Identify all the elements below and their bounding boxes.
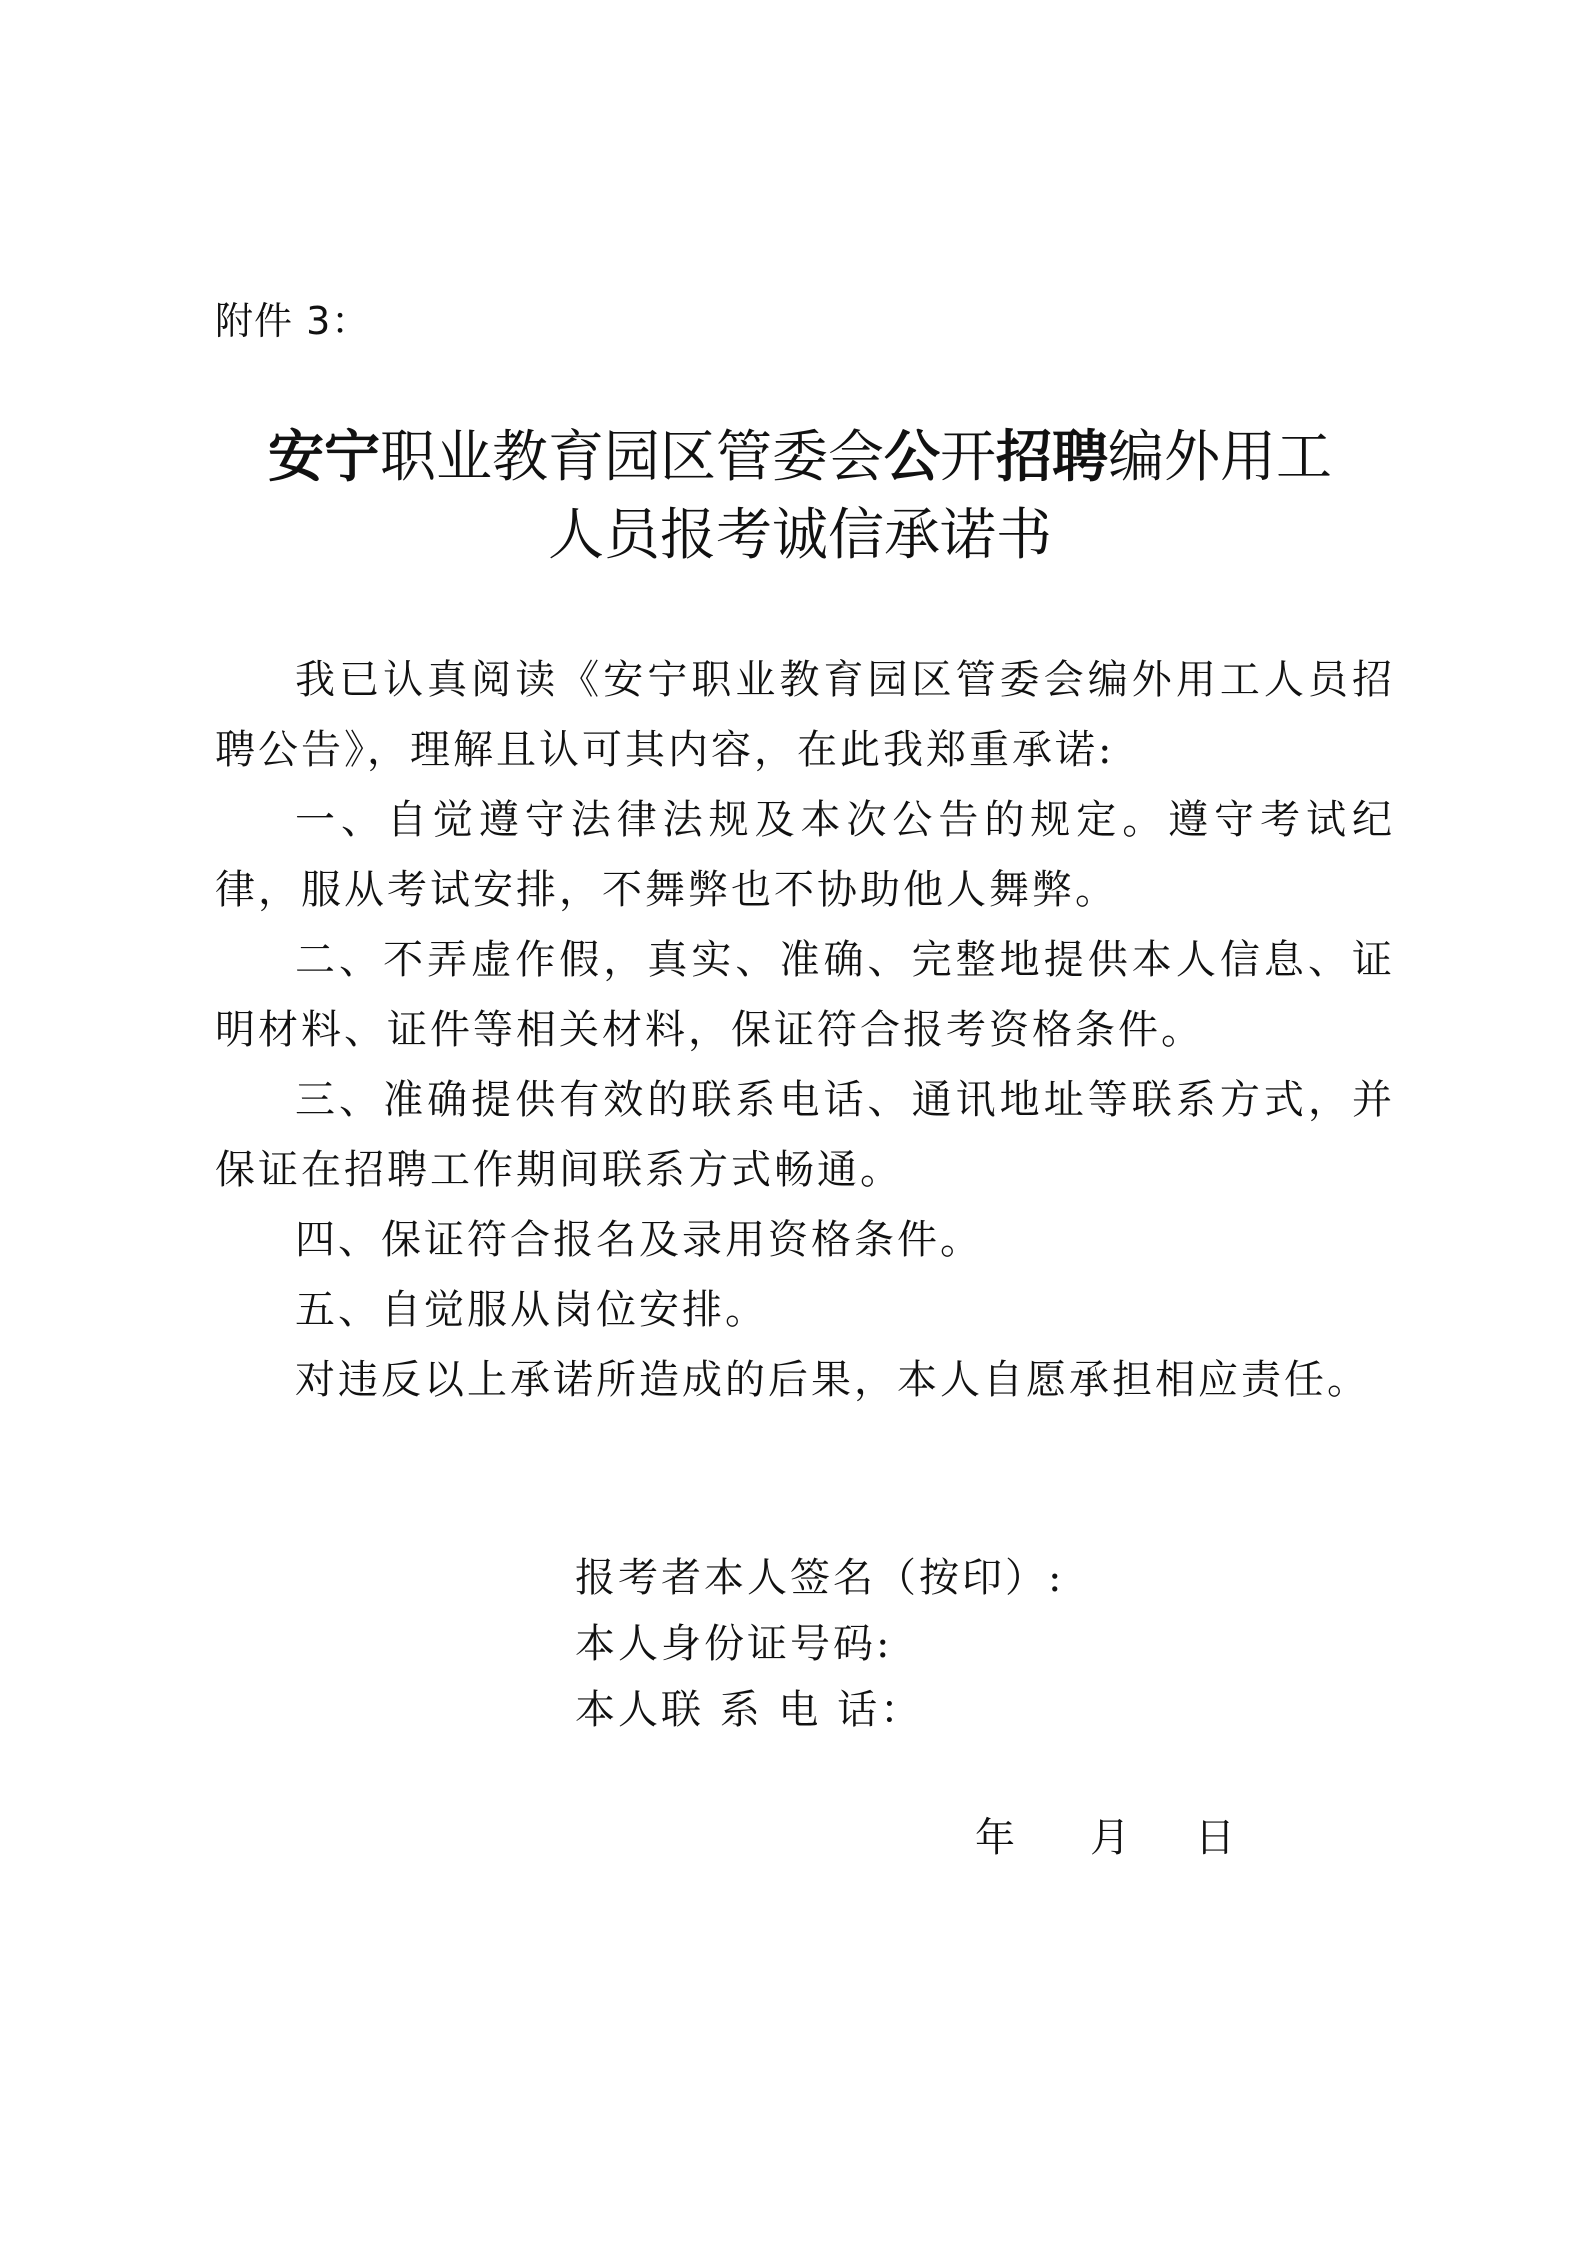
commitment-item-4: 四、保证符合报名及录用资格条件。 [295, 1217, 983, 1263]
commitment-item-3: 三、准确提供有效的联系电话、通讯地址等联系方式，并保证在招聘工作期间联系方式畅通。 [215, 1077, 1395, 1193]
commitment-body [215, 645, 1395, 1415]
date-year: 年 [975, 1815, 1015, 1861]
date-line [975, 1808, 1235, 1868]
intro-paragraph: 我已认真阅读《安宁职业教育园区管委会编外用工人员招聘公告》，理解且认可其内容，在此我郑重承诺: [215, 657, 1395, 773]
title-line-2: 人员报考诚信承诺书 [548, 503, 1052, 568]
title-segment-5: 招聘 [996, 424, 1108, 490]
title-segment-1: 安宁 [268, 424, 380, 490]
date-month: 月 [1090, 1815, 1130, 1861]
signature-label: 报考者本人签名（按印）: [575, 1555, 1065, 1601]
commitment-item-5: 五、自觉服从岗位安排。 [295, 1287, 768, 1333]
date-day: 日 [1195, 1815, 1235, 1861]
commitment-item-2: 二、不弄虚作假，真实、准确、完整地提供本人信息、证明材料、证件等相关材料，保证符合报考资格条件。 [215, 937, 1395, 1053]
attachment-label: 附件 3： [215, 299, 371, 343]
document-title [215, 418, 1385, 575]
title-segment-3: 公 [884, 424, 940, 490]
signature-block [575, 1545, 1064, 1743]
title-segment-2: 职业教育园区管委会 [380, 425, 884, 490]
title-segment-4: 开 [940, 425, 996, 490]
title-line-1 [215, 418, 1385, 497]
phone-label: 本人联 系 电 话： [575, 1687, 924, 1733]
commitment-item-1: 一、自觉遵守法律法规及本次公告的规定。遵守考试纪律，服从考试安排，不舞弊也不协助他人舞弊。 [215, 797, 1395, 913]
closing-paragraph: 对违反以上承诺所造成的后果，本人自愿承担相应责任。 [295, 1357, 1370, 1403]
id-number-label: 本人身份证号码: [575, 1621, 893, 1667]
title-segment-6: 编外用工 [1108, 425, 1332, 490]
